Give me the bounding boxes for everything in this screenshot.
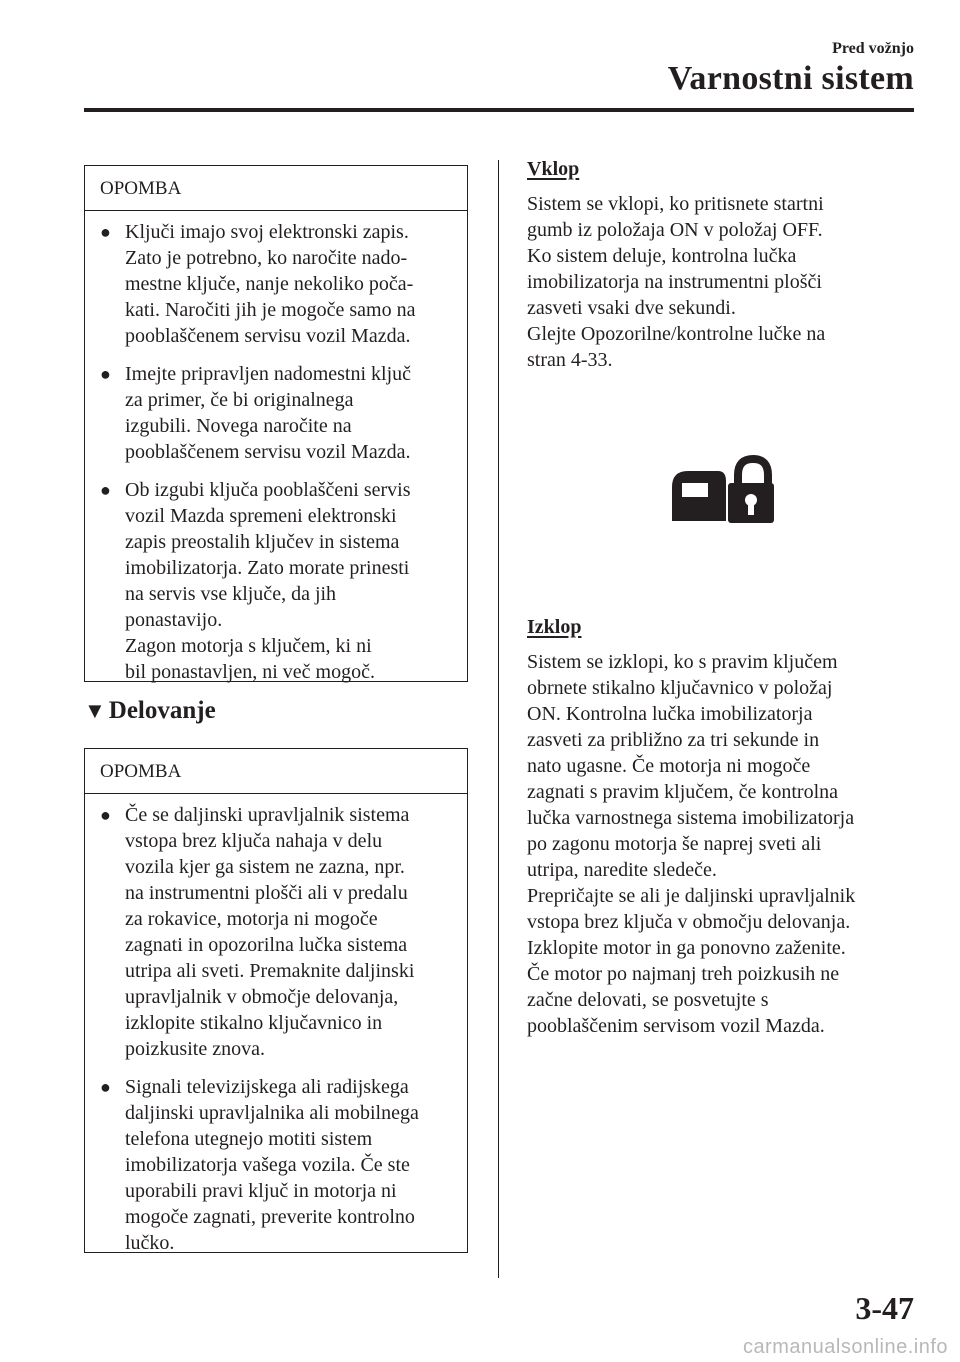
header-divider <box>84 108 914 112</box>
note-item <box>100 361 455 465</box>
bullet-icon: ● <box>100 480 111 500</box>
note-box-2 <box>84 748 468 1253</box>
note-item <box>100 1074 455 1256</box>
page-number: 3-47 <box>855 1290 914 1326</box>
izklop-section <box>527 616 917 1039</box>
note-box-1 <box>84 165 468 682</box>
note-heading: OPOMBA <box>85 166 467 211</box>
izklop-heading: Izklop <box>527 616 582 638</box>
note-item-text: Signali televizijskega ali radijskega daljinski upravljalnika ali mobilnega telefona utegnejo motiti sistem imobilizatorja vašega vozila. Če ste uporabili pravi ključ in motorja ni mogoče zagnati, preverite kontrolno lučko. <box>125 1076 419 1254</box>
car-lock-icon <box>668 455 776 527</box>
watermark: carmanualsonline.info <box>742 1336 948 1358</box>
note-item <box>100 219 455 349</box>
note-item-text: Ob izgubi ključa pooblaščeni servis vozil Mazda spremeni elektronski zapis preostalih ključev in sistema imobilizatorja. Zato morate prinesti na servis vse ključe, da jih ponastavijo. Zagon motorja s ključem, ki ni bil ponastavljen, ni več mogoč. <box>125 479 411 683</box>
bullet-icon: ● <box>100 1077 111 1097</box>
page-title: Varnostni sistem <box>667 60 914 97</box>
section-heading <box>84 697 216 725</box>
section-heading-text: Delovanje <box>108 697 216 724</box>
note-item-text: Imejte pripravljen nadomestni ključ za primer, če bi originalnega izgubili. Novega naročite na pooblaščenem servisu vozil Mazda. <box>125 363 412 463</box>
vklop-heading: Vklop <box>527 158 580 180</box>
note-item-text: Če se daljinski upravljalnik sistema vstopa brez ključa nahaja v delu vozila kjer ga sistem ne zazna, npr. na instrumentni plošči ali v predalu za rokavice, motorja ni mogoče zagnati in opozorilna lučka sistema utripa ali sveti. Premaknite daljinski upravljalnik v območje delovanja, izklopite stikalno ključavnico in poizkusite znova. <box>125 804 415 1060</box>
header-section: Pred vožnjo <box>832 40 914 57</box>
vklop-section <box>527 158 917 373</box>
izklop-text: Sistem se izklopi, ko s pravim ključem obrnete stikalno ključavnico v položaj ON. Kontrolna lučka imobilizatorja zasveti za približno za tri sekunde in nato ugasne. Če motorja ni mogoče zagnati s pravim ključem, če kontrolna lučka varnostnega sistema imobilizatorja po zagonu motorja še naprej sveti ali utripa, naredite sledeče. Prepričajte se ali je daljinski upravljalnik vstopa brez ključa v območju delovanja. Izklopite motor in ga ponovno zaženite. Če motor po najmanj treh poizkusih ne začne delovati, se posvetujte s pooblaščenim servisom vozil Mazda. <box>527 651 856 1037</box>
note-heading: OPOMBA <box>85 749 467 794</box>
note-item <box>100 802 455 1062</box>
bullet-icon: ● <box>100 222 111 242</box>
note-item-text: Ključi imajo svoj elektronski zapis. Zato je potrebno, ko naročite nado- mestne ključe, nanje nekoliko poča- kati. Naročiti jih je mogoče samo na pooblaščenem servisu vozil Mazda. <box>125 221 416 347</box>
note-item <box>100 477 455 685</box>
bullet-icon: ● <box>100 364 111 384</box>
bullet-icon: ● <box>100 805 111 825</box>
vklop-text: Sistem se vklopi, ko pritisnete startni gumb iz položaja ON v položaj OFF. Ko sistem deluje, kontrolna lučka imobilizatorja na instrumentni plošči zasveti vsaki dve sekundi. Glejte Opozorilne/kontrolne lučke na stran 4-33. <box>527 193 826 371</box>
column-divider <box>498 160 499 1278</box>
triangle-down-icon: ▼ <box>84 698 106 723</box>
